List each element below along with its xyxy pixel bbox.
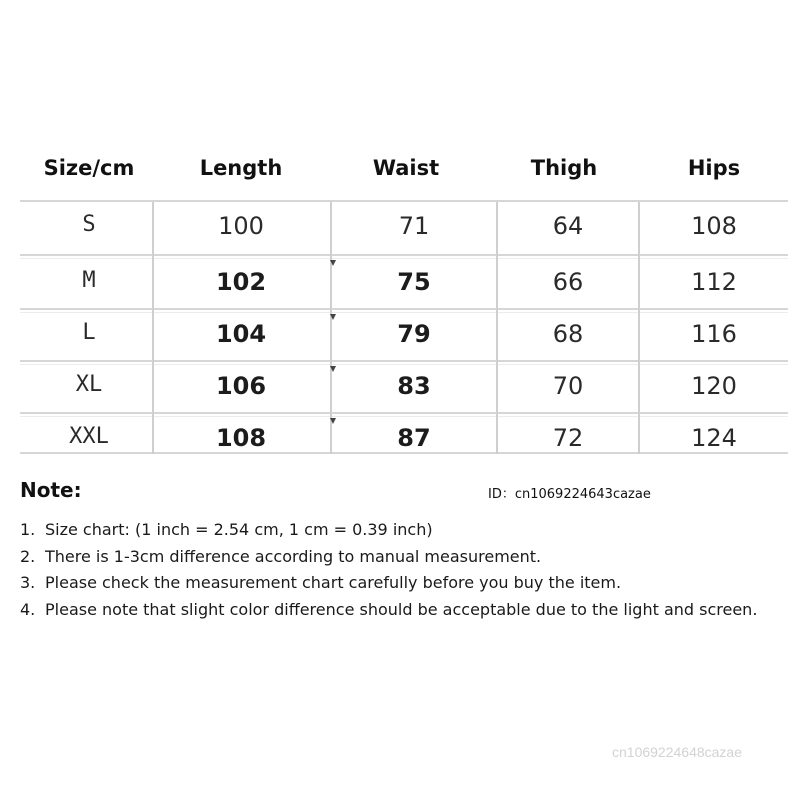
note-text: Please check the measurement chart carefully before you buy the item.	[45, 573, 622, 592]
cell-thigh-xl: 70	[552, 372, 584, 400]
cell-size-l: L	[82, 320, 96, 345]
cell-waist-xl: 83	[397, 372, 431, 400]
cell-thigh-xxl: 72	[552, 424, 584, 452]
note-number: 1.	[20, 520, 36, 539]
cell-hips-l: 116	[691, 320, 737, 348]
note-number: 2.	[20, 546, 36, 566]
cell-size-xl: XL	[75, 372, 103, 397]
tick-mark	[330, 260, 336, 266]
note-item	[20, 544, 757, 571]
cell-hips-m: 112	[691, 268, 737, 296]
table-header-row	[20, 142, 788, 200]
cell-length-xxl: 108	[215, 424, 267, 452]
note-text: Size chart: (1 inch = 2.54 cm, 1 cm = 0.39 inch)	[45, 520, 433, 539]
watermark: cn1069224648cazae	[612, 744, 743, 760]
cell-thigh-l: 68	[552, 320, 584, 348]
cell-thigh-s: 64	[552, 212, 584, 240]
cell-length-s: 100	[218, 212, 264, 240]
cell-waist-l: 79	[397, 320, 431, 348]
cell-size-m: M	[82, 268, 96, 293]
note-number: 3.	[20, 573, 36, 592]
cell-length-l: 104	[215, 320, 267, 348]
header-size: Size/cm	[43, 156, 135, 180]
notes-list	[20, 517, 757, 623]
cell-length-m: 102	[215, 268, 267, 296]
header-length: Length	[199, 156, 283, 180]
cell-size-s: S	[82, 212, 96, 237]
header-thigh: Thigh	[530, 156, 598, 180]
note-item	[20, 597, 757, 624]
cell-waist-s: 71	[398, 212, 430, 240]
cell-thigh-m: 66	[552, 268, 584, 296]
cell-size-xxl: XXL	[69, 424, 109, 449]
cell-hips-xxl: 124	[691, 424, 737, 452]
note-title: Note:	[20, 478, 82, 502]
table-bottom-rule	[20, 452, 788, 454]
note-text: There is 1-3cm difference according to manual measurement.	[45, 546, 542, 566]
note-text: Please note that slight color difference should be acceptable due to the light and screen.	[45, 599, 758, 619]
note-item	[20, 517, 757, 544]
note-number: 4.	[20, 599, 36, 619]
cell-hips-s: 108	[691, 212, 737, 240]
cell-hips-xl: 120	[691, 372, 737, 400]
cell-waist-m: 75	[397, 268, 431, 296]
header-waist: Waist	[372, 156, 440, 180]
size-chart-table	[20, 142, 788, 454]
cell-waist-xxl: 87	[397, 424, 431, 452]
header-hips: Hips	[687, 156, 741, 180]
note-item	[20, 570, 757, 597]
product-id-label: ID：cn1069224643cazae	[488, 487, 651, 502]
cell-length-xl: 106	[215, 372, 267, 400]
